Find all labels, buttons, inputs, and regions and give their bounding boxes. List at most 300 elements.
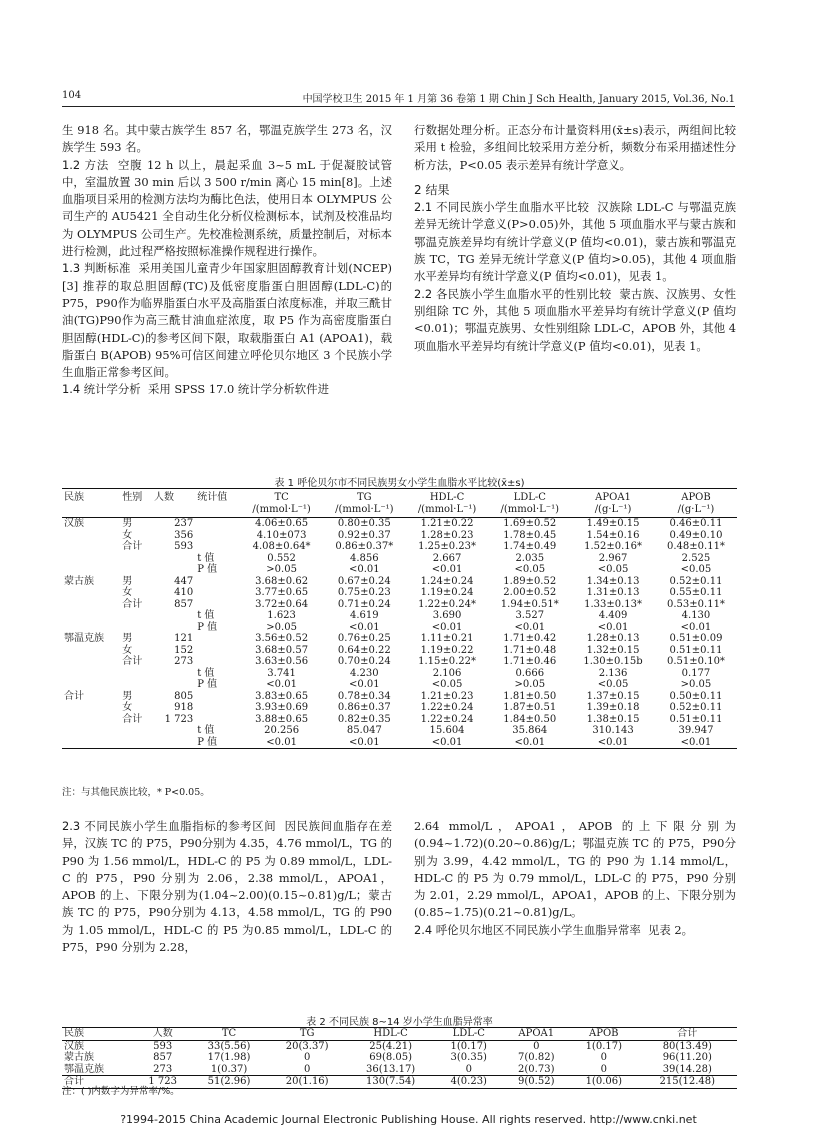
table1-cell: >0.05 [680,679,712,690]
table1-cell [62,679,120,691]
table1-cell: 273 [174,656,194,667]
paragraph-text: 因民族间血脂存在差异，汉族 TC 的 P75，P90分别为 4.35，4.76 mmol/L，TG 的 P90 为 1.56 mmol/L，HDL-C 的 P5 为 0.89 mmol/L，LDL-C 的 P75，P90 分别为 2.06，2.38 mmol/L，APOA1，APOB 的上、下限分别为(1.04~2.00)(0.15~0.81)g/L；蒙古族 TC 的 P75，P90分别为 4.13，4.58 mmol/L，TG 的 P90 为 1.05 mmol/L，HDL-C 的 P5 为0.85 mmol/L，LDL-C 的 P75，P90 分别为 2.28， [62,819,392,955]
table1-cell: 1.71±0.42 [503,633,557,644]
table1-cell: <0.05 [514,564,546,575]
table2-cell: 593 [153,1040,173,1052]
table1-cell: 1.21±0.23 [420,690,474,702]
table1-cell: P 值 [197,621,218,633]
table1-cell: 2.967 [598,552,628,564]
table2-cell: 9(0.52) [503,1076,571,1089]
table2-cell: 0 [465,1063,472,1075]
table1-cell: 3.83±0.65 [255,690,309,702]
table1-cell: <0.05 [680,564,712,575]
table2-cell: 69(8.05) [369,1052,413,1063]
table1-cell: 1.74±0.49 [503,541,557,552]
table1-cell [120,668,152,680]
table1-cell [62,541,120,553]
table2-cell: 0 [303,1052,311,1063]
table1-cell: 0.92±0.37 [337,529,391,541]
table1-cell: 男 [122,690,133,702]
table1-cell: 0.552 [267,552,296,564]
table1-row [62,725,737,737]
table1-row [62,599,737,611]
table1-cell: 3.527 [515,610,545,621]
table1-header: TC [240,489,323,504]
table1-cell: 0.51±0.11 [669,713,723,725]
table1-cell [62,737,120,749]
table1-cell: 1.28±0.13 [586,633,640,644]
table1-cell [152,737,195,749]
table2-cell: 蒙古族 [64,1052,94,1063]
table1-cell: 0.80±0.35 [337,518,391,529]
table1-cell [62,553,120,565]
table2-header: TC [190,1028,268,1041]
subsection-heading: 1.2 方法 [62,157,110,172]
table2-cell: 1(0.17) [450,1040,487,1052]
left-column-top [62,122,392,399]
table1-row [62,553,737,565]
table2-cell: 3(0.35) [450,1052,487,1063]
paragraph [62,260,392,381]
table1-cell: 4.856 [350,552,379,564]
table1-cell: 1.54±0.16 [586,529,640,541]
table2-cell: 36(13.17) [366,1063,416,1075]
paragraph [62,818,392,956]
paragraph [414,286,736,355]
table1-cell [195,599,240,611]
table1-cell: 310.143 [592,725,634,736]
table1-unit: /(g·L⁻¹) [571,504,655,518]
table1-cell: 男 [122,633,133,644]
table1-row [62,622,737,634]
table1-cell [195,633,240,645]
table1-cell: 女 [122,529,133,541]
table1-cell: 0.52±0.11 [669,702,723,713]
table1-cell [152,679,195,691]
table1-cell [62,610,120,622]
table1-cell: 1.21±0.22 [420,518,474,529]
table1-row [62,668,737,680]
table1-cell: 0.82±0.35 [337,713,391,725]
table1-cell [195,518,240,530]
table1-cell: 805 [174,690,194,702]
table1-cell: 15.604 [429,725,465,736]
table1-cell: 4.130 [681,610,711,621]
table1-cell: 35.864 [512,725,548,736]
table1-cell: <0.01 [240,737,323,749]
table1-cell: t 值 [197,552,215,564]
table1-cell: 1.33±0.13* [584,598,642,610]
table1-cell: <0.01 [597,621,629,633]
table2-note: 注：( )内数字为异常率/%。 [62,1086,180,1097]
table1-cell: 4.409 [598,610,628,621]
table1-row [62,702,737,714]
header-rule [62,106,735,107]
table1-cell: 合计 [64,690,84,702]
table1-cell [62,668,120,680]
table1-unit [195,504,240,518]
table1-cell: 0.177 [681,667,711,679]
table1-cell: <0.01 [571,737,655,749]
table1-cell: 3.68±0.57 [255,644,309,656]
table1-cell: 0.46±0.11 [669,518,723,529]
table1-unit [62,504,120,518]
table1-cell: <0.01 [349,564,380,575]
table1-cell: <0.01 [655,737,737,749]
table1-cell: <0.05 [597,679,629,690]
table1-cell: 0.51±0.11 [669,644,723,656]
table1-cell: 1.52±0.16* [584,541,642,552]
table1-cell: P 值 [195,737,240,749]
table1-cell: <0.01 [431,564,463,575]
table2-row [62,1040,737,1052]
table2-cell: 39(14.28) [662,1063,712,1075]
table1-cell: 1.87±0.51 [503,702,557,713]
table1-cell [62,622,120,634]
table1-row [62,691,737,703]
table1-header: 统计值 [195,489,240,504]
table1-cell: 410 [174,587,194,598]
table2-header: APOA1 [503,1028,571,1041]
table2-cell: 1(0.17) [585,1040,622,1052]
table1-cell: 0.52±0.11 [669,575,723,587]
table2-cell: 130(7.54) [346,1076,435,1089]
subsection-heading: 2.4 呼伦贝尔地区不同民族小学生血脂异常率 [414,922,641,937]
paragraph: 2.64 mmol/L，APOA1，APOB 的上下限分别为(0.94~1.72)(0.20~0.86)g/L；鄂温克族 TC 的 P75，P90分别为 3.99，4.42 mmol/L，TG 的 P90 为 1.14 mmol/L，HDL-C 的 P5 为 0.79 mmol/L，LDL-C 的 P75，P90 分别为 2.01，2.29 mmol/L，APOA1，APOB 的上、下限分别为(0.85~1.75)(0.21~0.81)g/L。 [414,819,736,920]
section-heading: 2 结果 [414,182,450,197]
table1-cell [120,553,152,565]
table1-cell: 20.256 [264,725,300,736]
table1-header: HDL-C [406,489,489,504]
table1-cell: 1.69±0.52 [503,518,557,529]
table1-cell: 857 [174,598,194,610]
table1-cell [152,725,195,737]
table1-cell: 1.22±0.24* [418,598,476,610]
right-column-bottom [414,818,736,939]
table1-cell [62,714,120,726]
subsection-heading: 2.2 各民族小学生血脂水平的性别比较 [414,286,612,301]
table1-cell: <0.01 [680,621,712,633]
table1-header: APOA1 [571,489,655,504]
table1-cell: 合计 [122,541,143,552]
subsection-heading: 2.1 不同民族小学生血脂水平比较 [414,200,590,215]
table1 [62,488,737,749]
table1-row [62,587,737,599]
table2-row [62,1064,737,1076]
table1-row [62,656,737,668]
table1-cell: 女 [122,702,133,713]
table2-cell: 合计 [62,1076,135,1089]
table1-cell [195,656,240,668]
table1-cell [120,564,152,576]
table1-cell: 1.38±0.15 [586,713,640,725]
table2-cell: 0 [533,1040,540,1052]
table1-cell: <0.01 [349,679,380,690]
table1-cell: 2.136 [598,667,628,679]
table1-cell: 1.71±0.46 [503,656,557,667]
table1-cell: 0.51±0.10* [667,656,725,667]
table1-row [62,679,737,691]
table1-cell: 1.78±0.45 [503,529,557,541]
table2-cell: 鄂温克族 [64,1063,104,1075]
table1-cell [120,737,152,749]
table1-cell: 356 [174,529,194,541]
table1-cell: 1.84±0.50 [503,713,557,725]
table1-cell: 0.75±0.23 [337,587,391,598]
table1-cell: 121 [174,633,194,644]
table1-cell: 1.30±0.15b [583,656,643,667]
table2-cell: 80(13.49) [662,1040,712,1052]
table1-unit [120,504,152,518]
table1-row [62,576,737,588]
table1-cell: P 值 [197,679,218,690]
table2-header: TG [268,1028,346,1041]
table2-header: LDL-C [435,1028,503,1041]
journal-info: 中国学校卫生 2015 年 1 月第 36 卷第 1 期 Chin J Sch Health, January 2015, Vol.36, No.1 [302,94,735,105]
table2-header: 合计 [638,1028,737,1041]
table1-unit: /(mmol·L⁻¹) [488,504,571,518]
table1-cell [195,576,240,588]
table1-cell: 合计 [122,713,143,725]
table1-cell: <0.01 [406,737,489,749]
page-header [62,90,735,106]
table1-cell [120,622,152,634]
table1-cell: 0.67±0.24 [337,575,391,587]
table1-cell: 合计 [122,656,143,667]
table1-cell: <0.01 [349,621,380,633]
table2-cell: 1(0.37) [210,1063,248,1075]
table2-cell: 17(1.98) [207,1052,251,1063]
table1-row [62,518,737,530]
table1-header: LDL-C [488,489,571,504]
table1-cell [152,553,195,565]
table1-cell: P 值 [197,564,218,575]
paragraph [62,157,392,261]
table1-cell [152,622,195,634]
table1-cell: 447 [174,575,194,587]
subsection-heading: 1.4 统计学分析 [62,382,141,397]
table1-cell: 2.667 [432,552,462,564]
table1-cell [62,656,120,668]
table1-cell: <0.01 [514,621,546,633]
table1-cell: 3.93±0.69 [255,702,309,713]
table2-cell: 0 [303,1063,311,1075]
table2-row [62,1052,737,1064]
table1-row [62,541,737,553]
right-column-top [414,122,736,355]
table1-cell: 4.06±0.65 [255,518,309,529]
table1-cell [195,714,240,726]
table1-cell [62,587,120,599]
table1-cell: 0.71±0.24 [337,598,391,610]
table1-cell: 4.619 [350,610,379,621]
table2 [62,1027,737,1089]
table1-cell [120,679,152,691]
table1-cell: 汉族 [64,518,84,529]
table1-cell: 0.86±0.37 [337,702,391,713]
table1-unit: /(g·L⁻¹) [655,504,737,518]
paragraph-text: 汉族除 LDL-C 与鄂温克族差异无统计学意义(P>0.05)外，其他 5 项血脂水平与蒙古族和鄂温克族差异均有统计学意义(P 值均<0.01)，蒙古族和鄂温克族 TC，TG 差异无统计学意义(P 值均>0.05)，其他 4 项血脂水平差异均有统计学意义(P 值均<0.01)，见表 1。 [414,200,736,284]
table2-cell: 33(5.56) [207,1040,251,1052]
table1-unit: /(mmol·L⁻¹) [323,504,406,518]
table1-cell: 2.00±0.52 [503,587,557,598]
table1-cell: t 值 [197,610,215,621]
table1-cell: >0.05 [514,679,546,690]
paragraph: 生 918 名。其中蒙古族学生 857 名，鄂温克族学生 273 名，汉族学生 593 名。 [62,123,392,155]
table1-cell: 1.34±0.13 [586,575,640,587]
table1-cell: 1.31±0.13 [586,587,640,598]
table2-cell: 96(11.20) [662,1052,712,1063]
table1-cell [62,564,120,576]
table1-cell: t 值 [197,667,215,679]
table1-cell: 918 [174,702,194,713]
table1-cell [195,645,240,657]
table1-cell: 1.24±0.24 [420,575,474,587]
table1-cell [195,702,240,714]
table2-cell: 20(3.37) [285,1040,329,1052]
table1-cell: 4.10±073 [256,529,307,541]
table1-cell: 0.53±0.11* [667,598,725,610]
table1-cell: 0.70±0.24 [337,656,391,667]
table1-cell: <0.01 [488,737,571,749]
table1-cell: 1 723 [164,713,194,725]
table1-cell: 39.947 [678,725,714,736]
table1-cell: 1.49±0.15 [586,518,640,529]
table1-cell: 1.11±0.21 [420,633,474,644]
table1-cell: 蒙古族 [64,575,94,587]
table1-cell: 4.230 [350,667,379,679]
table1-cell: 1.71±0.48 [503,644,557,656]
table2-cell: 0 [600,1063,607,1075]
paragraph-text: 蒙古族、汉族男、女性别组除 TC 外，其他 5 项血脂水平差异均有统计学意义(P 值均<0.01)；鄂温克族男、女性别组除 LDL-C，APOB 外，其他 4 项血脂水平差异均有统计学意义(P 值均<0.01)，见表 1。 [414,286,736,353]
table1-cell [120,725,152,737]
table2-cell: 2(0.73) [518,1063,555,1075]
paragraph-text: 采用 SPSS 17.0 统计学分析软件进 [147,382,329,397]
table1-cell: 3.68±0.62 [255,575,309,587]
table1-cell: 1.22±0.24 [420,702,474,713]
table1-cell: <0.01 [323,737,406,749]
table1-cell: 1.15±0.22* [418,656,476,667]
table1-cell [152,610,195,622]
table1-cell: 0.49±0.10 [669,529,723,541]
table1-cell: >0.05 [266,564,297,575]
copyright-footer: ?1994-2015 China Academic Journal Electronic Publishing House. All rights reserved. http://www.cnki.net [120,1113,697,1126]
table1-header: 性别 [120,489,152,504]
table1-cell: 鄂温克族 [64,633,104,644]
table1-cell: <0.05 [431,679,463,690]
table1-cell: <0.01 [266,679,297,690]
table2-cell: 汉族 [64,1040,84,1052]
table1-cell [120,610,152,622]
table1-unit [152,504,195,518]
table1-cell: 3.72±0.64 [255,598,309,610]
paragraph-text: 空腹 12 h 以上，晨起采血 3~5 mL 于促凝胶试管中，室温放置 30 min 后以 3 500 r/min 离心 15 min[8]。上述血脂项目采用的检测方法均为酶比色法，使用日本 OLYMPUS 公司生产的 AU5421 全自动生化分析仪检测标本，试剂及校准品均为 OLYMPUS 公司生产。先校准检测系统，质量控制后，对标本进行检测，此过程严格按照标准操作规程进行操作。 [62,157,392,259]
table1-cell: 3.690 [432,610,462,621]
table1-cell: 0.51±0.09 [669,633,723,644]
table1-cell: 1.89±0.52 [503,575,557,587]
table1-cell: 3.77±0.65 [255,587,309,598]
table1-header: TG [323,489,406,504]
paragraph [414,922,736,939]
paragraph [62,381,392,398]
table1-cell: 1.81±0.50 [503,690,557,702]
table1-cell: 0.64±0.22 [337,644,391,656]
page-number: 104 [62,90,82,101]
table1-cell: 3.63±0.56 [255,656,309,667]
table2-cell: 857 [153,1052,173,1063]
table1-row [62,633,737,645]
table1-row [62,714,737,726]
table1-cell [62,702,120,714]
table1-cell [152,564,195,576]
table2-header: 人数 [135,1028,190,1041]
table1-header: 人数 [152,489,195,504]
table2-cell: 25(4.21) [369,1040,413,1052]
table1-cell: 2.035 [515,552,545,564]
table1-cell: 3.88±0.65 [255,713,309,725]
table1-cell [195,541,240,553]
table2-cell: 51(2.96) [190,1076,268,1089]
table1-cell: 237 [174,518,194,529]
table2-cell: 7(0.82) [518,1052,555,1063]
table1-cell [195,587,240,599]
table1-cell [62,725,120,737]
paragraph-text: 见表 2。 [648,922,694,937]
table1-cell: t 值 [197,725,215,736]
table1-row [62,737,737,749]
table1-cell: 1.19±0.22 [420,644,474,656]
table1-cell: 1.37±0.15 [586,690,640,702]
table1-cell: 女 [122,587,133,598]
table1-cell: 4.08±0.64* [252,541,311,552]
table2-header: 民族 [62,1028,135,1041]
table1-row [62,645,737,657]
table1-cell: 1.25±0.23* [418,541,476,552]
table2-cell: 20(1.16) [268,1076,346,1089]
table2-cell: 4(0.23) [435,1076,503,1089]
table1-cell: <0.01 [431,621,463,633]
table1-cell [62,530,120,542]
subsection-heading: 1.3 判断标准 [62,261,131,276]
table1-cell: 女 [122,644,133,656]
table1-cell [195,691,240,703]
table2-cell: 215(12.48) [638,1076,737,1089]
paragraph: 行数据处理分析。正态分布计量资料用(x̄±s)表示，两组间比较采用 t 检验，多组间比较采用方差分析，频数分布采用描述性分析方法，P<0.05 表示差异有统计学意义。 [414,123,736,172]
table1-cell: 0.86±0.37* [335,541,394,552]
table1-cell [195,530,240,542]
table1-cell: 85.047 [346,725,382,736]
paragraph [414,199,736,285]
table1-cell: 1.623 [267,610,296,621]
table1-cell: 0.48±0.11* [667,541,725,552]
table1-cell: 1.28±0.23 [420,529,474,541]
table1-cell: 593 [174,541,194,552]
table1-cell: 1.22±0.24 [420,713,474,725]
left-column-bottom [62,818,392,956]
table2-caption: 表 2 不同民族 8~14 岁小学生血脂异常率 [306,1017,493,1028]
table1-cell [152,668,195,680]
table1-cell: 男 [122,518,133,529]
table1-cell: 0.50±0.11 [669,690,723,702]
table1-cell [62,645,120,657]
table1-row [62,610,737,622]
table2-header: HDL-C [346,1028,435,1041]
table1-caption: 表 1 呼伦贝尔市不同民族男女小学生血脂水平比较(x̄±s) [274,478,525,489]
table1-cell: <0.05 [597,564,629,575]
table1-cell [62,599,120,611]
table1-row [62,530,737,542]
table1-unit: /(mmol·L⁻¹) [406,504,489,518]
